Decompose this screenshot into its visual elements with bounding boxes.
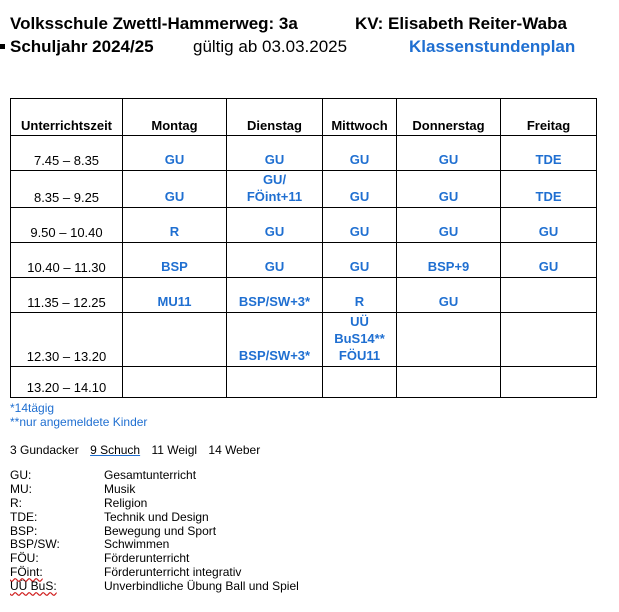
- lesson-cell: BSP+9: [397, 243, 501, 278]
- lesson-cell: GU/ FÖint+11: [227, 171, 323, 208]
- legend-abbr: TDE:: [10, 509, 38, 524]
- lesson-cell: GU: [501, 208, 597, 243]
- header-tuesday: Dienstag: [227, 99, 323, 136]
- page-title: Klassenstundenplan: [409, 37, 576, 56]
- table-row: [11, 171, 597, 208]
- table-row: [11, 278, 597, 313]
- header-time: Unterrichtszeit: [11, 99, 123, 136]
- legend-abbr: BSP:: [10, 523, 38, 538]
- lesson-cell: GU: [123, 136, 227, 171]
- time-slot: 11.35 – 12.25: [11, 278, 123, 313]
- lesson-cell: GU: [323, 208, 397, 243]
- lesson-cell: BSP: [123, 243, 227, 278]
- legend-abbr: FÖint:: [10, 565, 43, 580]
- lesson-cell: [397, 367, 501, 398]
- lesson-cell: [397, 313, 501, 367]
- legend-desc: Religion: [104, 495, 148, 510]
- legend-desc: Bewegung und Sport: [104, 523, 217, 538]
- teacher-item: 14 Weber: [208, 443, 261, 457]
- legend-abbr: BSP/SW:: [10, 537, 60, 552]
- lesson-cell: GU: [323, 171, 397, 208]
- lesson-cell: GU: [227, 243, 323, 278]
- timetable: [10, 98, 597, 398]
- teacher-item: 9 Schuch: [90, 443, 141, 457]
- header-thursday: Donnerstag: [397, 99, 501, 136]
- header-friday: Freitag: [501, 99, 597, 136]
- lesson-cell: MU11: [123, 278, 227, 313]
- lesson-cell: BSP/SW+3*: [227, 313, 323, 367]
- lesson-cell: UÜ BuS14** FÖU11: [323, 313, 397, 367]
- table-row: [11, 243, 597, 278]
- header-monday: Montag: [123, 99, 227, 136]
- school-name: Volksschule Zwettl-Hammerweg: 3a: [10, 14, 298, 33]
- time-slot: 10.40 – 11.30: [11, 243, 123, 278]
- lesson-cell: [501, 313, 597, 367]
- lesson-cell: GU: [397, 208, 501, 243]
- valid-from: gültig ab 03.03.2025: [193, 37, 348, 56]
- lesson-cell: R: [123, 208, 227, 243]
- lesson-cell: TDE: [501, 136, 597, 171]
- legend-desc: Schwimmen: [104, 537, 170, 552]
- lesson-cell: R: [323, 278, 397, 313]
- legend-abbr: FÖU:: [10, 551, 39, 566]
- legend-desc: Gesamtunterricht: [104, 468, 197, 482]
- table-row: [11, 367, 597, 398]
- legend-abbr: GU:: [10, 468, 32, 482]
- lesson-cell: [123, 367, 227, 398]
- footnote-registered: **nur angemeldete Kinder: [10, 415, 148, 429]
- legend-desc: Musik: [104, 481, 136, 496]
- table-row: [11, 136, 597, 171]
- lesson-cell: GU: [227, 136, 323, 171]
- teacher-item: 3 Gundacker: [10, 443, 79, 457]
- table-row: [11, 208, 597, 243]
- lesson-cell: [323, 367, 397, 398]
- legend-desc: Förderunterricht: [104, 551, 190, 566]
- footnote-biweekly: *14tägig: [10, 401, 55, 415]
- timetable-header-row: [11, 99, 597, 136]
- legend-abbr: MU:: [10, 481, 32, 496]
- legend-desc: Unverbindliche Übung Ball und Spiel: [104, 579, 299, 594]
- lesson-cell: [123, 313, 227, 367]
- lesson-cell: TDE: [501, 171, 597, 208]
- time-slot: 9.50 – 10.40: [11, 208, 123, 243]
- time-slot: 7.45 – 8.35: [11, 136, 123, 171]
- class-teacher: KV: Elisabeth Reiter-Waba: [355, 14, 567, 33]
- lesson-cell: GU: [397, 278, 501, 313]
- lesson-cell: [501, 278, 597, 313]
- table-row: [11, 313, 597, 367]
- time-slot: 13.20 – 14.10: [11, 367, 123, 398]
- teacher-item: 11 Weigl: [151, 443, 198, 457]
- lesson-cell: [227, 367, 323, 398]
- lesson-cell: GU: [397, 171, 501, 208]
- lesson-cell: GU: [227, 208, 323, 243]
- time-slot: 8.35 – 9.25: [11, 171, 123, 208]
- legend-desc: Förderunterricht integrativ: [104, 565, 242, 580]
- legend-abbr: UÜ BuS:: [10, 579, 57, 594]
- header-wednesday: Mittwoch: [323, 99, 397, 136]
- lesson-cell: GU: [501, 243, 597, 278]
- lesson-cell: GU: [323, 243, 397, 278]
- legend-abbr: R:: [10, 495, 22, 510]
- bullet-icon: [0, 44, 5, 49]
- lesson-cell: GU: [397, 136, 501, 171]
- lesson-cell: [501, 367, 597, 398]
- time-slot: 12.30 – 13.20: [11, 313, 123, 367]
- lesson-cell: GU: [323, 136, 397, 171]
- school-year: Schuljahr 2024/25: [10, 37, 154, 56]
- legend-desc: Technik und Design: [104, 509, 209, 524]
- lesson-cell: BSP/SW+3*: [227, 278, 323, 313]
- lesson-cell: GU: [123, 171, 227, 208]
- teacher-list: [10, 443, 268, 457]
